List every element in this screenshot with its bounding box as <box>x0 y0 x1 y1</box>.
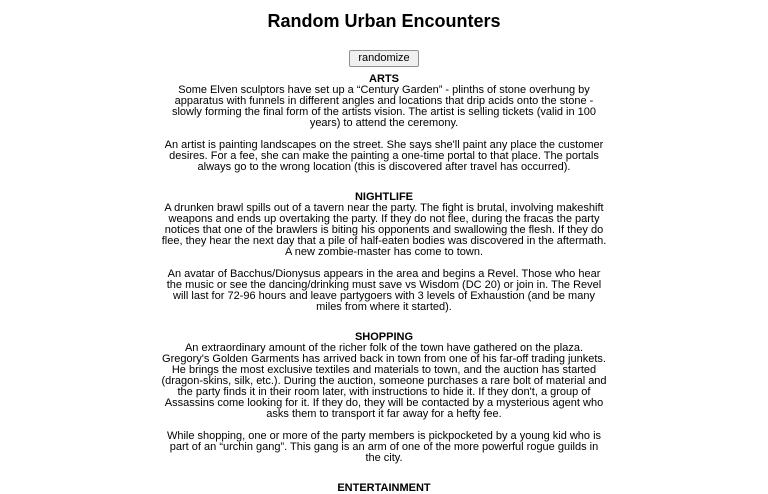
randomize-button[interactable]: randomize <box>349 50 418 67</box>
section-arts <box>161 74 607 173</box>
section-heading-arts: ARTS <box>369 73 399 85</box>
encounter-paragraph: An avatar of Bacchus/Dionysus appears in the area and begins a Revel. Those who hear the music or see the dancing/drinking must save vs Wisdom (DC 20) or join in. The Revel will last for 72-96 hours and leave partygoers with 3 levels of Exhaustion (and be many miles from where it started). <box>166 268 602 313</box>
section-shopping <box>161 332 607 464</box>
section-heading-shopping: SHOPPING <box>354 331 414 343</box>
encounter-paragraph: Some Elven sculptors have set up a “Century Garden” - plinths of stone overhung by apparatus with funnels in different angles and locations that drip acids onto the stone - slowly forming the final form of the artists vision. The artist is selling tickets (valid in 100 years) to attend the ceremony. <box>171 84 597 129</box>
encounter-paragraph: An artist is painting landscapes on the street. She says she'll paint any place the customer desires. For a fee, she can make the painting a one-time portal to that place. The portals always go to the wrong location (this is discovered after travel has occurred). <box>164 139 604 173</box>
button-row <box>0 48 768 67</box>
section-nightlife <box>161 192 607 313</box>
random-urban-encounters-page <box>0 11 768 494</box>
encounter-paragraph: A drunken brawl spills out of a tavern near the party. The fight is brutal, involving makeshift weapons and ends up overtaking the party. If they do not flee, during the fracas the party notices that one of the brawlers is biting his opponents and swallowing the flesh. If they do flee, they hear the next day that a pile of half-eaten bodies was discovered in the aftermath. A new zombie-master has come to town. <box>161 202 607 258</box>
encounter-paragraph: An extraordinary amount of the richer folk of the town have gathered on the plaza. Gregory's Golden Garments has arrived back in town from one of his far-off trading junkets. He brings the most exclusive textiles and materials to town, and the auction has started (dragon-skins, silk, etc.). During the auction, someone purchases a rare bolt of material and the party finds it in their room later, with instructions to hide it. If they don't, a group of Assassins come looking for it. If they do, they will be contacted by a mysterious agent who asks them to transport it far away for a hefty fee. <box>161 342 607 420</box>
encounter-paragraph: While shopping, one or more of the party members is pickpocketed by a young kid who is part of an “urchin gang”. This gang is an arm of one of the more powerful rogue guilds in the city. <box>166 430 602 464</box>
section-entertainment <box>161 483 607 494</box>
section-heading-entertainment: ENTERTAINMENT <box>337 482 431 494</box>
page-title: Random Urban Encounters <box>267 11 501 31</box>
section-heading-nightlife: NIGHTLIFE <box>354 191 414 203</box>
encounters-list <box>161 74 607 494</box>
